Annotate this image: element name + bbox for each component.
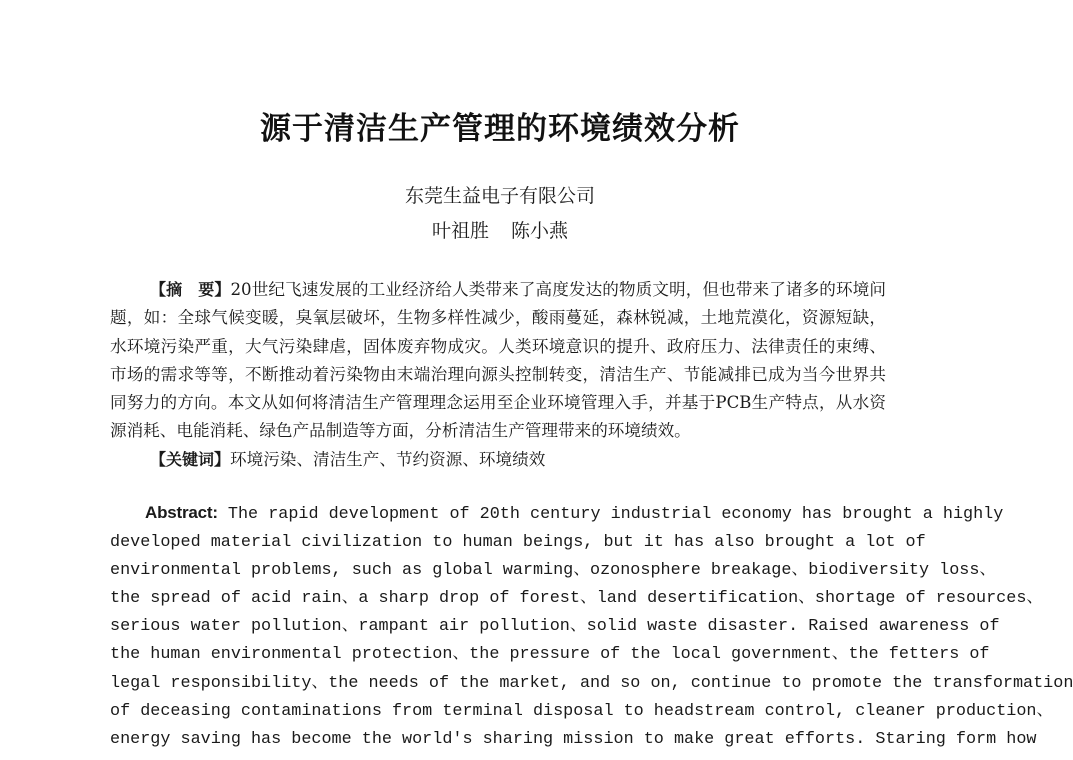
keywords-label-cn: 【关键词】 — [150, 449, 231, 469]
chinese-abstract-block — [110, 276, 886, 474]
abstract-line-en — [110, 499, 1004, 529]
affiliation: 东莞生益电子有限公司 — [404, 185, 595, 207]
abstract-line-text: The rapid development of 20th century industrial economy has brought a highly — [227, 505, 1004, 524]
keywords-text-cn: 环境污染、清洁生产、节约资源、环境绩效 — [230, 449, 546, 469]
abstract-line-en: developed material civilization to human beings, but it has also brought a lot of — [110, 533, 926, 553]
author-list — [0, 216, 1000, 243]
author-name: 叶祖胜 — [431, 220, 489, 242]
abstract-text-cn: 20世纪飞速发展的工业经济给人类带来了高度发达的物质文明，但也带来了诸多的环境问题，如：全球气候变暖，臭氧层破坏，生物多样性减少，酸雨蔓延，森林锐减，土地荒漠化，资源短缺，水环境污染严重，大气污染肆虐，固体废弃物成灾。人类环境意识的提升、政府压力、法律责任的束缚、市场的需求等等，不断推动着污染物由末端治理向源头控制转变，清洁生产、节能减排已成为当今世界共同努力的方向。本文从如何将清洁生产管理理念运用至企业环境管理入手，并基于PCB生产特点，从水资源消耗、电能消耗、绿色产品制造等方面，分析清洁生产管理带来的环境绩效。 — [110, 280, 886, 441]
chinese-abstract — [110, 276, 886, 446]
paper-title: 源于清洁生产管理的环境绩效分析 — [260, 111, 740, 147]
author-name: 陈小燕 — [511, 220, 569, 242]
abstract-line-en: environmental problems, such as global warming、ozonosphere breakage、biodiversity loss、 — [110, 561, 997, 581]
abstract-line-en: the human environmental protection、the pressure of the local government、the fetters of — [110, 645, 990, 665]
abstract-line-en: of deceasing contaminations from terminal disposal to headstream control, cleaner production、 — [110, 701, 1054, 721]
english-abstract — [110, 499, 1073, 754]
abstract-line-en: energy saving has become the world's sharing mission to make great efforts. Staring form how — [110, 729, 1037, 749]
abstract-label-en: Abstract: — [145, 503, 218, 522]
abstract-label-cn: 【摘 要】 — [150, 280, 231, 299]
abstract-line-en: the spread of acid rain、a sharp drop of forest、land desertification、shortage of resources、 — [110, 589, 1044, 609]
abstract-line-en: legal responsibility、the needs of the market, and so on, continue to promote the transformation — [110, 673, 1073, 693]
chinese-keywords — [110, 446, 886, 474]
abstract-line-en: serious water pollution、rampant air pollution、solid waste disaster. Raised awareness of — [110, 617, 1000, 637]
